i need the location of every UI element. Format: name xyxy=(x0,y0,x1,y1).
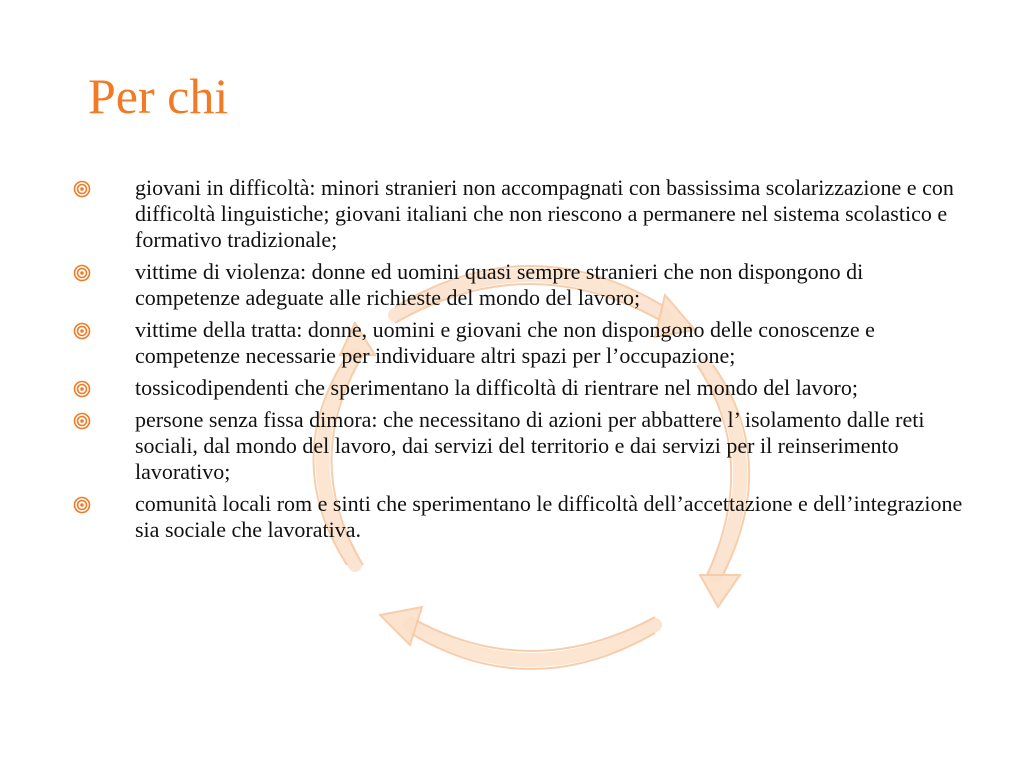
list-item xyxy=(70,317,970,369)
bullseye-icon xyxy=(73,264,91,282)
bullseye-icon xyxy=(73,322,91,340)
list-item xyxy=(70,375,970,401)
page-title: Per chi xyxy=(88,68,229,124)
list-item xyxy=(70,175,970,253)
bullet-text: comunità locali rom e sinti che sperimentano le difficoltà dell’accettazione e dell’integrazione sia sociale che lavorativa. xyxy=(135,491,963,542)
list-item xyxy=(70,407,970,485)
bullseye-icon xyxy=(73,180,91,198)
bullseye-icon xyxy=(73,496,91,514)
list-item xyxy=(70,259,970,311)
bullet-text: giovani in difficoltà: minori stranieri non accompagnati con bassissima scolarizzazione e con difficoltà linguistiche; giovani italiani che non riescono a permanere nel sistema scolastico e formativo tradizionale; xyxy=(135,175,954,252)
bullseye-icon xyxy=(73,380,91,398)
bullet-text: tossicodipendenti che sperimentano la difficoltà di rientrare nel mondo del lavoro; xyxy=(135,375,858,400)
bullet-text: persone senza fissa dimora: che necessitano di azioni per abbattere l’ isolamento dalle reti sociali, dal mondo del lavoro, dai servizi del territorio e dai servizi per il reinserimento lavorativo; xyxy=(135,407,925,484)
bullseye-icon xyxy=(73,412,91,430)
bullet-text: vittime di violenza: donne ed uomini quasi sempre stranieri che non dispongono di competenze adeguate alle richieste del mondo del lavoro; xyxy=(135,259,864,310)
list-item xyxy=(70,491,970,543)
bullet-list xyxy=(70,175,970,549)
bullet-text: vittime della tratta: donne, uomini e giovani che non dispongono delle conoscenze e competenze necessarie per individuare altri spazi per l’occupazione; xyxy=(135,317,875,368)
